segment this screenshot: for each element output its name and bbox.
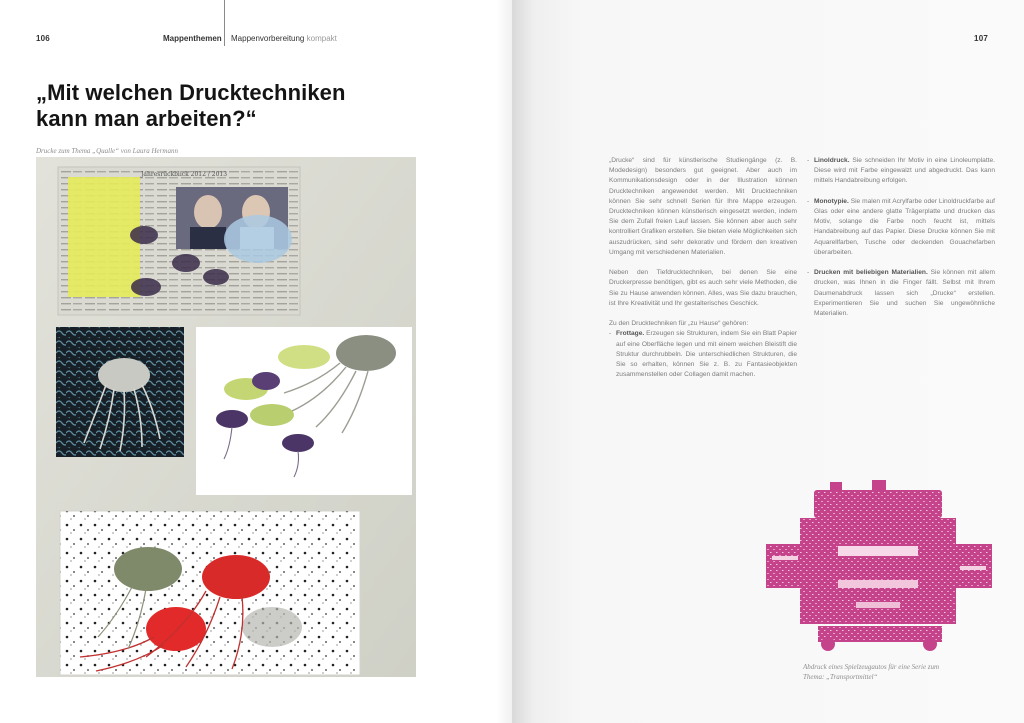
term-frottage: Frottage. <box>616 330 645 338</box>
list-item-materialien <box>807 268 995 319</box>
toy-car-print-image <box>766 476 992 658</box>
running-head-divider <box>224 0 225 46</box>
jellyfish-prints-photo <box>36 157 416 677</box>
list-intro: Zu den Drucktechniken für „zu Hause“ gehören: <box>609 320 749 328</box>
running-head-title <box>231 34 337 43</box>
book-suffix: kompakt <box>306 34 337 43</box>
toy-car-caption-line-1: Abdruck eines Spielzeugautos für eine Serie zum <box>803 663 940 671</box>
red-jellyfish-print <box>60 511 360 675</box>
headline-line-1: „Mit welchen Drucktechniken <box>36 80 346 105</box>
paragraph-intro: „Drucke“ sind für künstlerische Studiengänge (z. B. Modedesign) besonders gut geeignet. Aber auch im Kommunikationsdesign oder in der Illustration können Drucktechniken angewendet werden. Mit Drucktechniken können Sie sehr schnell Serien für Ihre Mappe erzeugen. Drucktechniken können künstlerisch eingesetzt werden, indem Sie dem Zufall freien Lauf lassen. Sie können aber auch sehr kontrolliert Grafiken erstellen. Sie bieten viele Möglichkeiten sich auszudrücken, sind sehr dekorativ und fördern den kreativen Umgang mit verschiedenen Materialien. <box>609 157 798 256</box>
gutter-shadow <box>496 0 512 723</box>
section-label: Mappenthemen <box>163 34 222 43</box>
list-item-linoldruck <box>807 156 995 187</box>
term-monotypie: Monotypie. <box>814 197 849 205</box>
bullet-dash: - <box>609 330 612 338</box>
headline-line-2: kann man arbeiten?“ <box>36 106 257 131</box>
text-column-1 <box>609 156 797 391</box>
text-materialien: Sie können mit allem drucken, was Ihnen in die Finger fällt. Selbst mit Ihrem Daumenabdruck lassen sich „Drucke“ erstellen. Experimentieren Sie und suchen Sie ungewöhnliche Materialien. <box>814 269 995 318</box>
newspaper-print <box>58 167 300 315</box>
bullet-dash: - <box>807 157 810 164</box>
toy-car-caption-line-2: Thema: „Transportmittel“ <box>803 673 878 681</box>
magenta-print-shape <box>766 480 992 651</box>
page-headline <box>36 80 396 132</box>
paragraph-techniques: Neben den Tiefdrucktechniken, bei denen Sie eine Druckerpresse benötigen, gibt es auch sehr viele Methoden, die Sie zu Hause anwenden können. Alles, was Sie dazu brauchen, ist Ihre Kreativität und Ihr gestalterisches Geschick. <box>609 269 797 307</box>
bullet-dash: - <box>807 269 810 277</box>
bullet-dash: - <box>807 197 810 205</box>
text-column-2 <box>807 156 995 329</box>
book-title: Mappenvorbereitung <box>231 34 305 43</box>
photo-caption: Drucke zum Thema „Qualle“ von Laura Hermann <box>36 147 178 155</box>
ocean-jellyfish-print <box>56 327 184 457</box>
newspaper-masthead: Jahresrückblick 2012 / 2013 <box>141 171 228 178</box>
running-head-section <box>163 34 222 43</box>
list-item-frottage <box>609 329 797 380</box>
green-jellyfish-print <box>196 327 412 495</box>
text-linoldruck: Sie schneiden Ihr Motiv in eine Linoleumplatte. Diese wird mit Farbe eingewalzt und abgedruckt. Das kann mittels Handabreibung erfolgen. <box>814 157 995 185</box>
text-frottage: Erzeugen sie Strukturen, indem Sie ein Blatt Papier auf eine Oberfläche legen und mit einem weichen Bleistift die Struktur durchrubbeln. Die unterschiedlichen Strukturen, die Sie so erhalten, können Sie z. B. zu Fantasieobjekten zusammenstellen oder Collagen damit machen. <box>616 330 797 379</box>
toy-car-caption <box>803 662 983 682</box>
term-linoldruck: Linoldruck. <box>814 157 850 164</box>
list-item-monotypie <box>807 197 995 258</box>
page-number-left: 106 <box>36 34 50 43</box>
term-materialien: Drucken mit beliebigen Materialien. <box>814 269 928 277</box>
page-number-right: 107 <box>974 34 988 43</box>
text-monotypie: Sie malen mit Acrylfarbe oder Linoldruckfarbe auf Glas oder eine andere glatte Trägerplatte und drucken das Motiv, solange die Farbe noch feucht ist, mittels Handabreibung auf das Papier. Diese Drucke können Sie mit Aquarellfarben, Tusche oder deckenden Gouachefarben überarbeiten. <box>814 197 995 256</box>
